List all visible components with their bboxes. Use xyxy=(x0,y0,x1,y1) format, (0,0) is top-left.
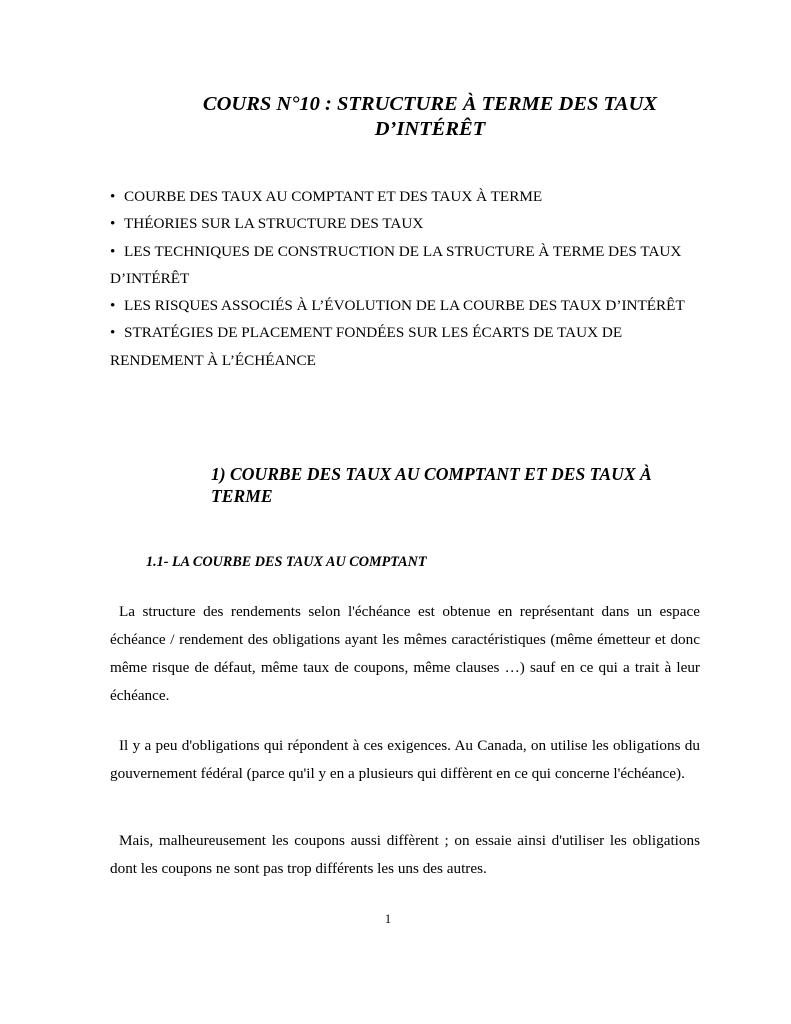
body-paragraph: Il y a peu d'obligations qui répondent à ces exigences. Au Canada, on utilise les obligations du gouvernement fédéral (parce qu'il y en a plusieurs qui diffèrent en ce qui concerne l'échéance). xyxy=(110,737,700,782)
bullet-icon: • xyxy=(110,242,116,260)
page-title xyxy=(150,92,710,142)
bullet-icon: • xyxy=(110,188,116,205)
list-item xyxy=(110,183,710,210)
list-item xyxy=(110,292,710,319)
bullet-text: STRATÉGIES DE PLACEMENT FONDÉES SUR LES ÉCARTS DE TAUX DE RENDEMENT À L’ÉCHÉANCE xyxy=(110,324,623,369)
bullet-text: THÉORIES SUR LA STRUCTURE DES TAUX xyxy=(124,215,424,233)
title-line: D’INTÉRÊT xyxy=(374,118,486,140)
bullet-icon: • xyxy=(110,324,116,342)
page-number: 1 xyxy=(384,912,392,926)
section-heading: 1) COURBE DES TAUX AU COMPTANT ET DES TAUX À TERME xyxy=(211,464,652,506)
bullet-text: COURBE DES TAUX AU COMPTANT ET DES TAUX À TERME xyxy=(124,188,543,205)
list-item xyxy=(110,210,710,237)
title-line: COURS N°10 : STRUCTURE À TERME DES TAUX xyxy=(202,93,658,115)
outline-bullet-list xyxy=(110,183,710,374)
bullet-text: LES TECHNIQUES DE CONSTRUCTION DE LA STRUCTURE À TERME DES TAUX D’INTÉRÊT xyxy=(110,242,682,287)
list-item xyxy=(110,319,710,374)
body-paragraph: Mais, malheureusement les coupons aussi diffèrent ; on essaie ainsi d'utiliser les obligations dont les coupons ne sont pas trop différents les uns des autres. xyxy=(110,832,700,877)
subsection-heading: 1.1- LA COURBE DES TAUX AU COMPTANT xyxy=(146,554,427,570)
bullet-icon: • xyxy=(110,297,116,315)
bullet-text: LES RISQUES ASSOCIÉS À L’ÉVOLUTION DE LA COURBE DES TAUX D’INTÉRÊT xyxy=(124,297,685,315)
body-paragraph: La structure des rendements selon l'échéance est obtenue en représentant dans un espace échéance / rendement des obligations ayant les mêmes caractéristiques (même émetteur et donc même risque de défaut, même taux de coupons, même clauses …) sauf en ce qui a trait à leur échéance. xyxy=(110,603,700,704)
bullet-icon: • xyxy=(110,215,116,233)
list-item xyxy=(110,238,710,293)
